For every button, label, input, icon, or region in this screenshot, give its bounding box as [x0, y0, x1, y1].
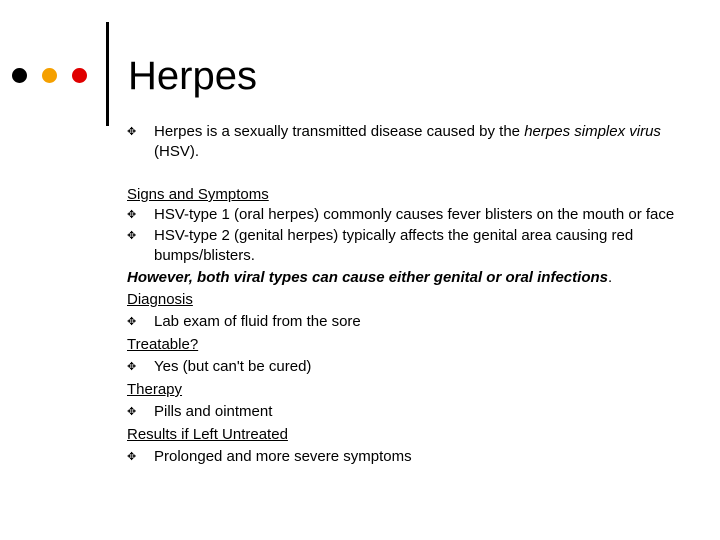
bullet-icon: ✥ — [127, 126, 137, 138]
bullet-icon: ✥ — [127, 209, 137, 221]
list-item — [127, 312, 687, 333]
heading-treatable: Treatable? — [127, 336, 199, 353]
list-item — [127, 226, 687, 266]
bullet-icon: ✥ — [127, 406, 137, 418]
bullet-icon: ✥ — [127, 316, 137, 328]
bullet-icon: ✥ — [127, 361, 137, 373]
list-item-text: Yes (but can't be cured) — [154, 358, 312, 375]
list-item — [127, 357, 687, 378]
list-item-text: Lab exam of fluid from the sore — [154, 313, 361, 330]
bullet-icon: ✥ — [127, 230, 137, 242]
heading-untreated: Results if Left Untreated — [127, 426, 288, 443]
list-item-text: HSV-type 1 (oral herpes) commonly causes fever blisters on the mouth or face — [154, 206, 675, 223]
decor-dot-red — [72, 68, 87, 83]
decor-dot-black — [12, 68, 27, 83]
list-item — [127, 402, 687, 423]
heading-diagnosis: Diagnosis — [127, 291, 193, 308]
heading-therapy: Therapy — [127, 381, 183, 398]
title-divider — [106, 22, 109, 126]
list-item-text: Prolonged and more severe symptoms — [154, 448, 412, 465]
heading-signs: Signs and Symptoms — [127, 186, 269, 203]
slide-title: Herpes — [128, 54, 257, 98]
slide-body — [127, 122, 687, 468]
list-item — [127, 205, 687, 226]
list-item-text: Pills and ointment — [154, 403, 273, 420]
intro-text: Herpes is a sexually transmitted disease caused by the herpes simplex virus (HSV). — [154, 123, 661, 160]
intro-bullet — [127, 122, 687, 162]
note-text: However, both viral types can cause either genital or oral infections. — [127, 269, 613, 286]
list-item — [127, 447, 687, 468]
decor-dot-orange — [42, 68, 57, 83]
list-item-text: HSV-type 2 (genital herpes) typically affects the genital area causing red bumps/blisters. — [154, 227, 634, 264]
bullet-icon: ✥ — [127, 451, 137, 463]
